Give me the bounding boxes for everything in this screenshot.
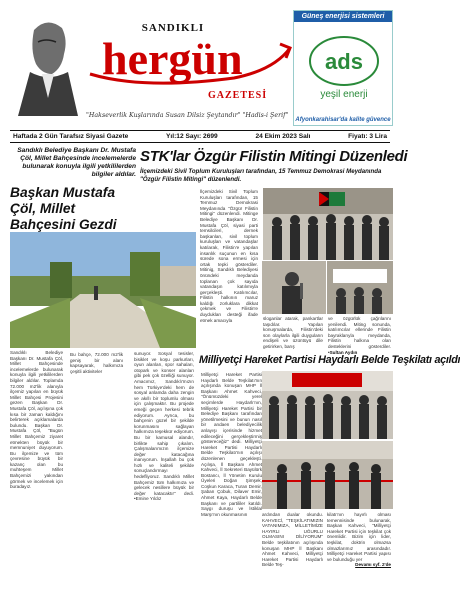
main-story-column-1: İlçemizdeki Sivil Toplum Kuruluşları tarafından, 15 Temmuz Demokrasi Meydanında "Özgür Filistin Mitingi" düzenlendi. Mitinge Belediye Başkanı Dr. Mustafa Çöl, siyasi parti temsilcileri, dernek başkanları, sivil toplum kuruluşları ve vatandaşlar katılarak, Filistin'e yapılan insanlık suçunun en kısa sürede sona ermesi için ortak tepki gösterdiler. Mitinig, Sandıklı Belediyesi önündeki meydanda toplanan çok sayıda vatandaşın katılımıyla gerçekleşti. Katılımcılar, Filistin halkının maruz kaldığı zorluklara dikkat çekmek ve Filistin'e duydukları desteği ifade etmek amacıyla <box>200 189 258 323</box>
advertisement <box>293 10 393 126</box>
ads-brand-sub: yeşil enerji <box>320 89 368 100</box>
left-story-column-1: Sandıklı Belediye Başkanı Dr. Mustafa Çöl, Millet Bahçesinde incelemelerde bulunarak konuyla ilgili yetkililerden bilgiler aldılar. Toplamda 72.000 m2'lik alanıyla ilçemiz yapılan en büyük Millet Bahçesi Projesini gezen Başkan Dr. Mustafa Çöl, açılışına çok kısa bir zaman kaldığını belirterek açıklamalarda bulundu. Başkan Dr. Mustafa Çöl, "Bugün Millet Bahçemiz ziyaret etmekten büyük bir memnuniyet duyuyorum. Bu ilçemize ve tüm çevresine büyük bir kazanç olan bu muhteşem Millet Bahçemizi yakından görmek ve incelemek için buradayız. <box>10 350 63 490</box>
rally-speaker-photo <box>262 261 326 314</box>
mhp-story-column-1: Milliyetçi Hareket Partisi Haydarlı Belde Teşkilatı'nın açılışında konuşan MHP İl Başkanı Ahmet Kahveci, "Önümüzdeki yerel seçimlerde Haydarlı'nın, Milliyetçi Hareket Partisi bir Belediye Başkanı tarafından yönetilmesini ve bunun nasıl bir andaen belediyecilik anlayışı içerisinde hizmet edileceğini gerçekleştirmiş göstereceğiz" dedi. Milliyetçi Hareket Partisi Haydarlı Belde Teşkilatı'nın açılışı düzenlenen geçekleşti. Açılışa, İl Başkanı Ahmet Kahveci, İl Sekreteri Bayülürk Bostancı, İl Yönetim Kurulu Üyeleri Doğan Şimşek, Coşkun Karaca, Turan Demir, Şaban Çobuk, Dilaver Emir, Ahmet Kaya, Haydarlı Belde Başkanı ve partililer katıldı. Saygı duruşu ve İstiklal Marşı'nın okunmasının <box>201 372 262 517</box>
main-story-column-2: sloganlar atarak, pankartlar taşıdılar. Yapılan konuşmalarda, Filistin'deki son olaylarla ilgili duyguların endişeli ve üzüntüyü dile getirirken, barış <box>263 316 323 349</box>
left-story-intro: Sandıklı Belediye Başkanı Dr. Mustafa Çöl, Millet Bahçesinde incelemelerde bulunarak konuyla ilgili yetkililerden bilgiler aldılar. <box>17 147 136 178</box>
mhp-story-headline: Milliyetçi Hareket Partisi Haydarlı Belde Teşkilatı açıldı <box>199 354 460 366</box>
left-story-header <box>10 147 136 233</box>
masthead-subname: GAZETESİ <box>208 90 268 101</box>
millet-bahcesi-photo <box>10 232 196 348</box>
mhp-story-column-2: ardından dualar okundu. KAHVECİ, "TEŞKİLATIMIZIN VATANIMIZA, MİLLETİMİZE HAYIRLI UĞURLU OLMASINI DİLİYORUM" Belde teşkilatının açılışında konuşan MHP İl Başkanı Ahmet Kahveci, Milliyetçi Hareket Partisi Haydarlı Belde Teş- <box>262 512 323 568</box>
mhp-opening-crowd-photo <box>262 371 393 439</box>
issue-date: 24 Ekim 2023 Salı <box>255 133 311 140</box>
main-story-column-3-text: ve özgürlük çağrılarını yenilendi. Miting sonunda, katılımcılar ellerinde Filistin bayraklarıyla meydanda, Filistin halkına olan desteklerini gösterdiler. <box>328 316 391 349</box>
ads-logo <box>302 31 386 103</box>
issue-price: Fiyatı: 3 Lira <box>348 133 387 140</box>
issue-year-number: Yıl:12 Sayı: 2699 <box>166 133 218 140</box>
ads-brand: ads <box>325 49 363 74</box>
issue-info-bar <box>10 130 390 143</box>
masthead-logo <box>84 30 294 88</box>
mhp-story-continue-link[interactable]: Devamı syf. 2'de <box>355 562 391 568</box>
main-story-column-3 <box>328 316 391 355</box>
rally-banner-photo <box>327 261 393 314</box>
left-story-headline: Başkan Mustafa Çöl, Millet Bahçesini Gezdi <box>10 185 117 232</box>
masthead-tagline: "Hakseverlik Kuşlarında Susan Dilsiz Şeytandır" "Hadis-i Şerif" <box>86 112 289 119</box>
advertisement-footer: Afyonkarahisar'da kalite güvence <box>295 117 391 123</box>
left-story-column-2: Bu bahçe, 72.000 m2'lik geniş bir alanı kapsayarak, halkımıza çeşitli aktiviteler <box>70 352 123 374</box>
advertisement-title: Güneş enerjisi sistemleri <box>294 11 392 22</box>
masthead-city: SANDIKLI <box>141 22 205 34</box>
mhp-story-column-3 <box>327 512 391 568</box>
ataturk-portrait-image <box>12 12 82 116</box>
main-story-subhead: İlçemizdeki Sivil Toplum Kuruluşları tarafından, 15 Temmuz Demokrasi Meydanında "Özgür Filistin Mitingi" düzenlendi. <box>140 168 382 183</box>
rally-crowd-photo <box>263 188 393 260</box>
masthead <box>10 8 390 130</box>
left-story-column-3: sunuyor. Sosyal tesisler, bisiklet ve koşu parkurları, oyun alanları, spor sahaları, otopark ve konser alanları gibi pek çok özelliği sunuyor. Amacımız, Sandıklı'mızın hem Türkiye'deki hem de sosyal anlamda daha zengin ve akıllı bir toplumlu olması için çalışmaktır. Bu projede emeği geçen herkesi tebrik ediyorum. Ayrıca, bu bahçenin güzel bir şekilde korunmasını sağlayan halkımıza teşekkür ediyorum. Bu bir kamusal alandır, birlikte sahip çıkalım. Çalışmalarımızın ilçemize değer katacağına inanıyorum. İnşallah bu çok hızlı ve kaliteli şekilde sonuçlandırmayı hedefliyoruz. Sandıklı Millet Bahçemiz tüm halkımıza ve gelecek nesillere büyük bir değer katacaktır" dedi. •Emine Yıldız <box>134 351 194 502</box>
mhp-story-column-3-text: kilatı'nın hayırlı olması temennisinde bulunarak, Başkan Kahveci, "Milliyetçi Hareket Partisi için teşkilat çok önemlidir. Bizim için lider, teşkilat, doktrin olmazsa olmazlarımız arasındadır. Milliyetçi Hareket Partisi yapısı ve bulunduğu yer <box>327 512 391 562</box>
issue-frequency: Haftada 2 Gün Tarafsız Siyasi Gazete <box>13 133 129 140</box>
masthead-name: hergün <box>102 33 243 84</box>
main-story-author: •Sultan Aydın <box>328 349 358 355</box>
mhp-ribbon-cutting-photo <box>262 441 393 509</box>
main-story-headline: STK'lar Özgür Filistin Mitingi Düzenledi <box>140 148 408 165</box>
